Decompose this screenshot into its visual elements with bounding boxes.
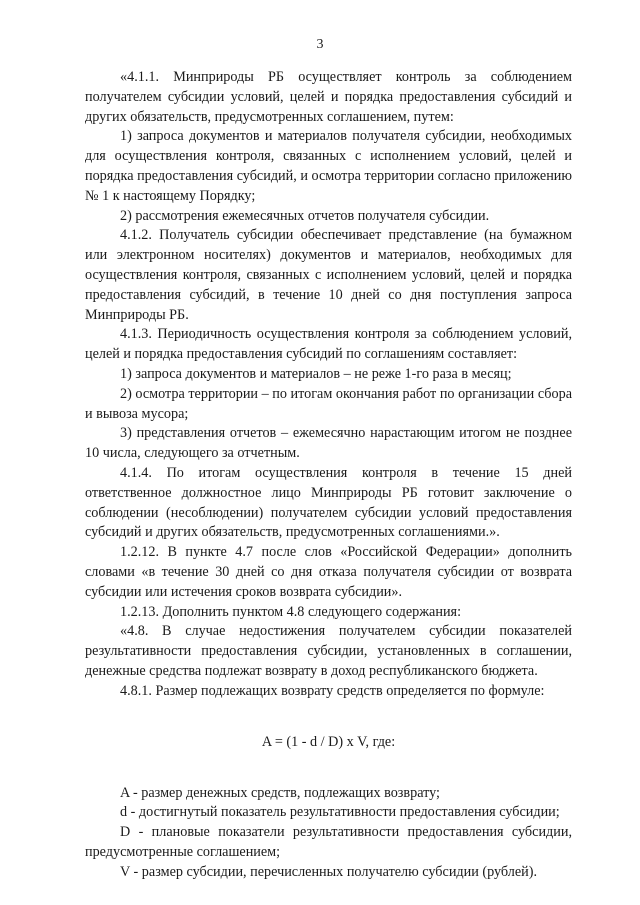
paragraph-4-8-1: 4.8.1. Размер подлежащих возврату средств определяется по формуле: bbox=[120, 682, 545, 699]
paragraph-list-item-2: 2) рассмотрения ежемесячных отчетов получателя субсидии. bbox=[120, 207, 490, 224]
definition-v: V - размер субсидии, перечисленных получателю субсидии (рублей). bbox=[120, 863, 538, 880]
paragraph-1-2-13: 1.2.13. Дополнить пунктом 4.8 следующего содержания: bbox=[120, 603, 462, 620]
definition-d-lower: d - достигнутый показатель результативности предоставления субсидии; bbox=[120, 804, 560, 821]
page-number: 3 bbox=[316, 37, 324, 52]
definition-a: A - размер денежных средств, подлежащих возврату; bbox=[120, 784, 440, 801]
paragraph-4-1-1: «4.1.1. Минприроды РБ осуществляет контроль за соблюдением получателем субсидии условий, целей и порядка предоставления субсидий и других обязательств, предусмотренных соглашением, путем: bbox=[85, 69, 572, 125]
paragraph-list-item-1: 1) запроса документов и материалов получателя субсидии, необходимых для осуществления контроля, связанных с исполнением условий, целей и порядка предоставления субсидий, и осмотра территории согласно приложению № 1 к настоящему Порядку; bbox=[85, 128, 572, 204]
paragraph-periodicity-3: 3) представления отчетов – ежемесячно нарастающим итогом не позднее 10 числа, следующего за отчетным. bbox=[85, 425, 572, 462]
definition-d-upper: D - плановые показатели результативности предоставления субсидии, предусмотренные соглашением; bbox=[85, 824, 572, 860]
document-body bbox=[85, 68, 572, 882]
paragraph-periodicity-2: 2) осмотра территории – по итогам окончания работ по организации сбора и вывоза мусора; bbox=[85, 385, 572, 422]
paragraph-4-1-4: 4.1.4. По итогам осуществления контроля в течение 15 дней ответственное должностное лицо Минприроды РБ готовит заключение о соблюдении (несоблюдении) получателем субсидии условий предоставления субсидий и других обязательств, предусмотренных соглашениями.». bbox=[85, 464, 572, 541]
paragraph-4-8: «4.8. В случае недостижения получателем субсидии показателей результативности предоставления субсидии, установленных в соглашении, денежные средства подлежат возврату в доход республиканского бюджета. bbox=[85, 623, 572, 679]
paragraph-4-1-3: 4.1.3. Периодичность осуществления контроля за соблюдением условий, целей и порядка предоставления субсидий по соглашениям составляет: bbox=[85, 326, 572, 363]
paragraph-periodicity-1: 1) запроса документов и материалов – не реже 1-го раза в месяц; bbox=[120, 365, 512, 382]
formula: A = (1 - d / D) x V, где: bbox=[261, 733, 396, 750]
paragraph-4-1-2: 4.1.2. Получатель субсидии обеспечивает представление (на бумажном или электронном носителях) документов и материалов, необходимых для осуществления контроля, связанных с исполнением условий, целей и порядка предоставления субсидий, в течение 10 дней со дня поступления запроса Минприроды РБ. bbox=[85, 227, 572, 323]
paragraph-1-2-12: 1.2.12. В пункте 4.7 после слов «Российской Федерации» дополнить словами «в течение 30 дней со дня отказа получателя субсидии от возврата субсидии или истечения сроков возврата субсидии». bbox=[85, 544, 572, 600]
